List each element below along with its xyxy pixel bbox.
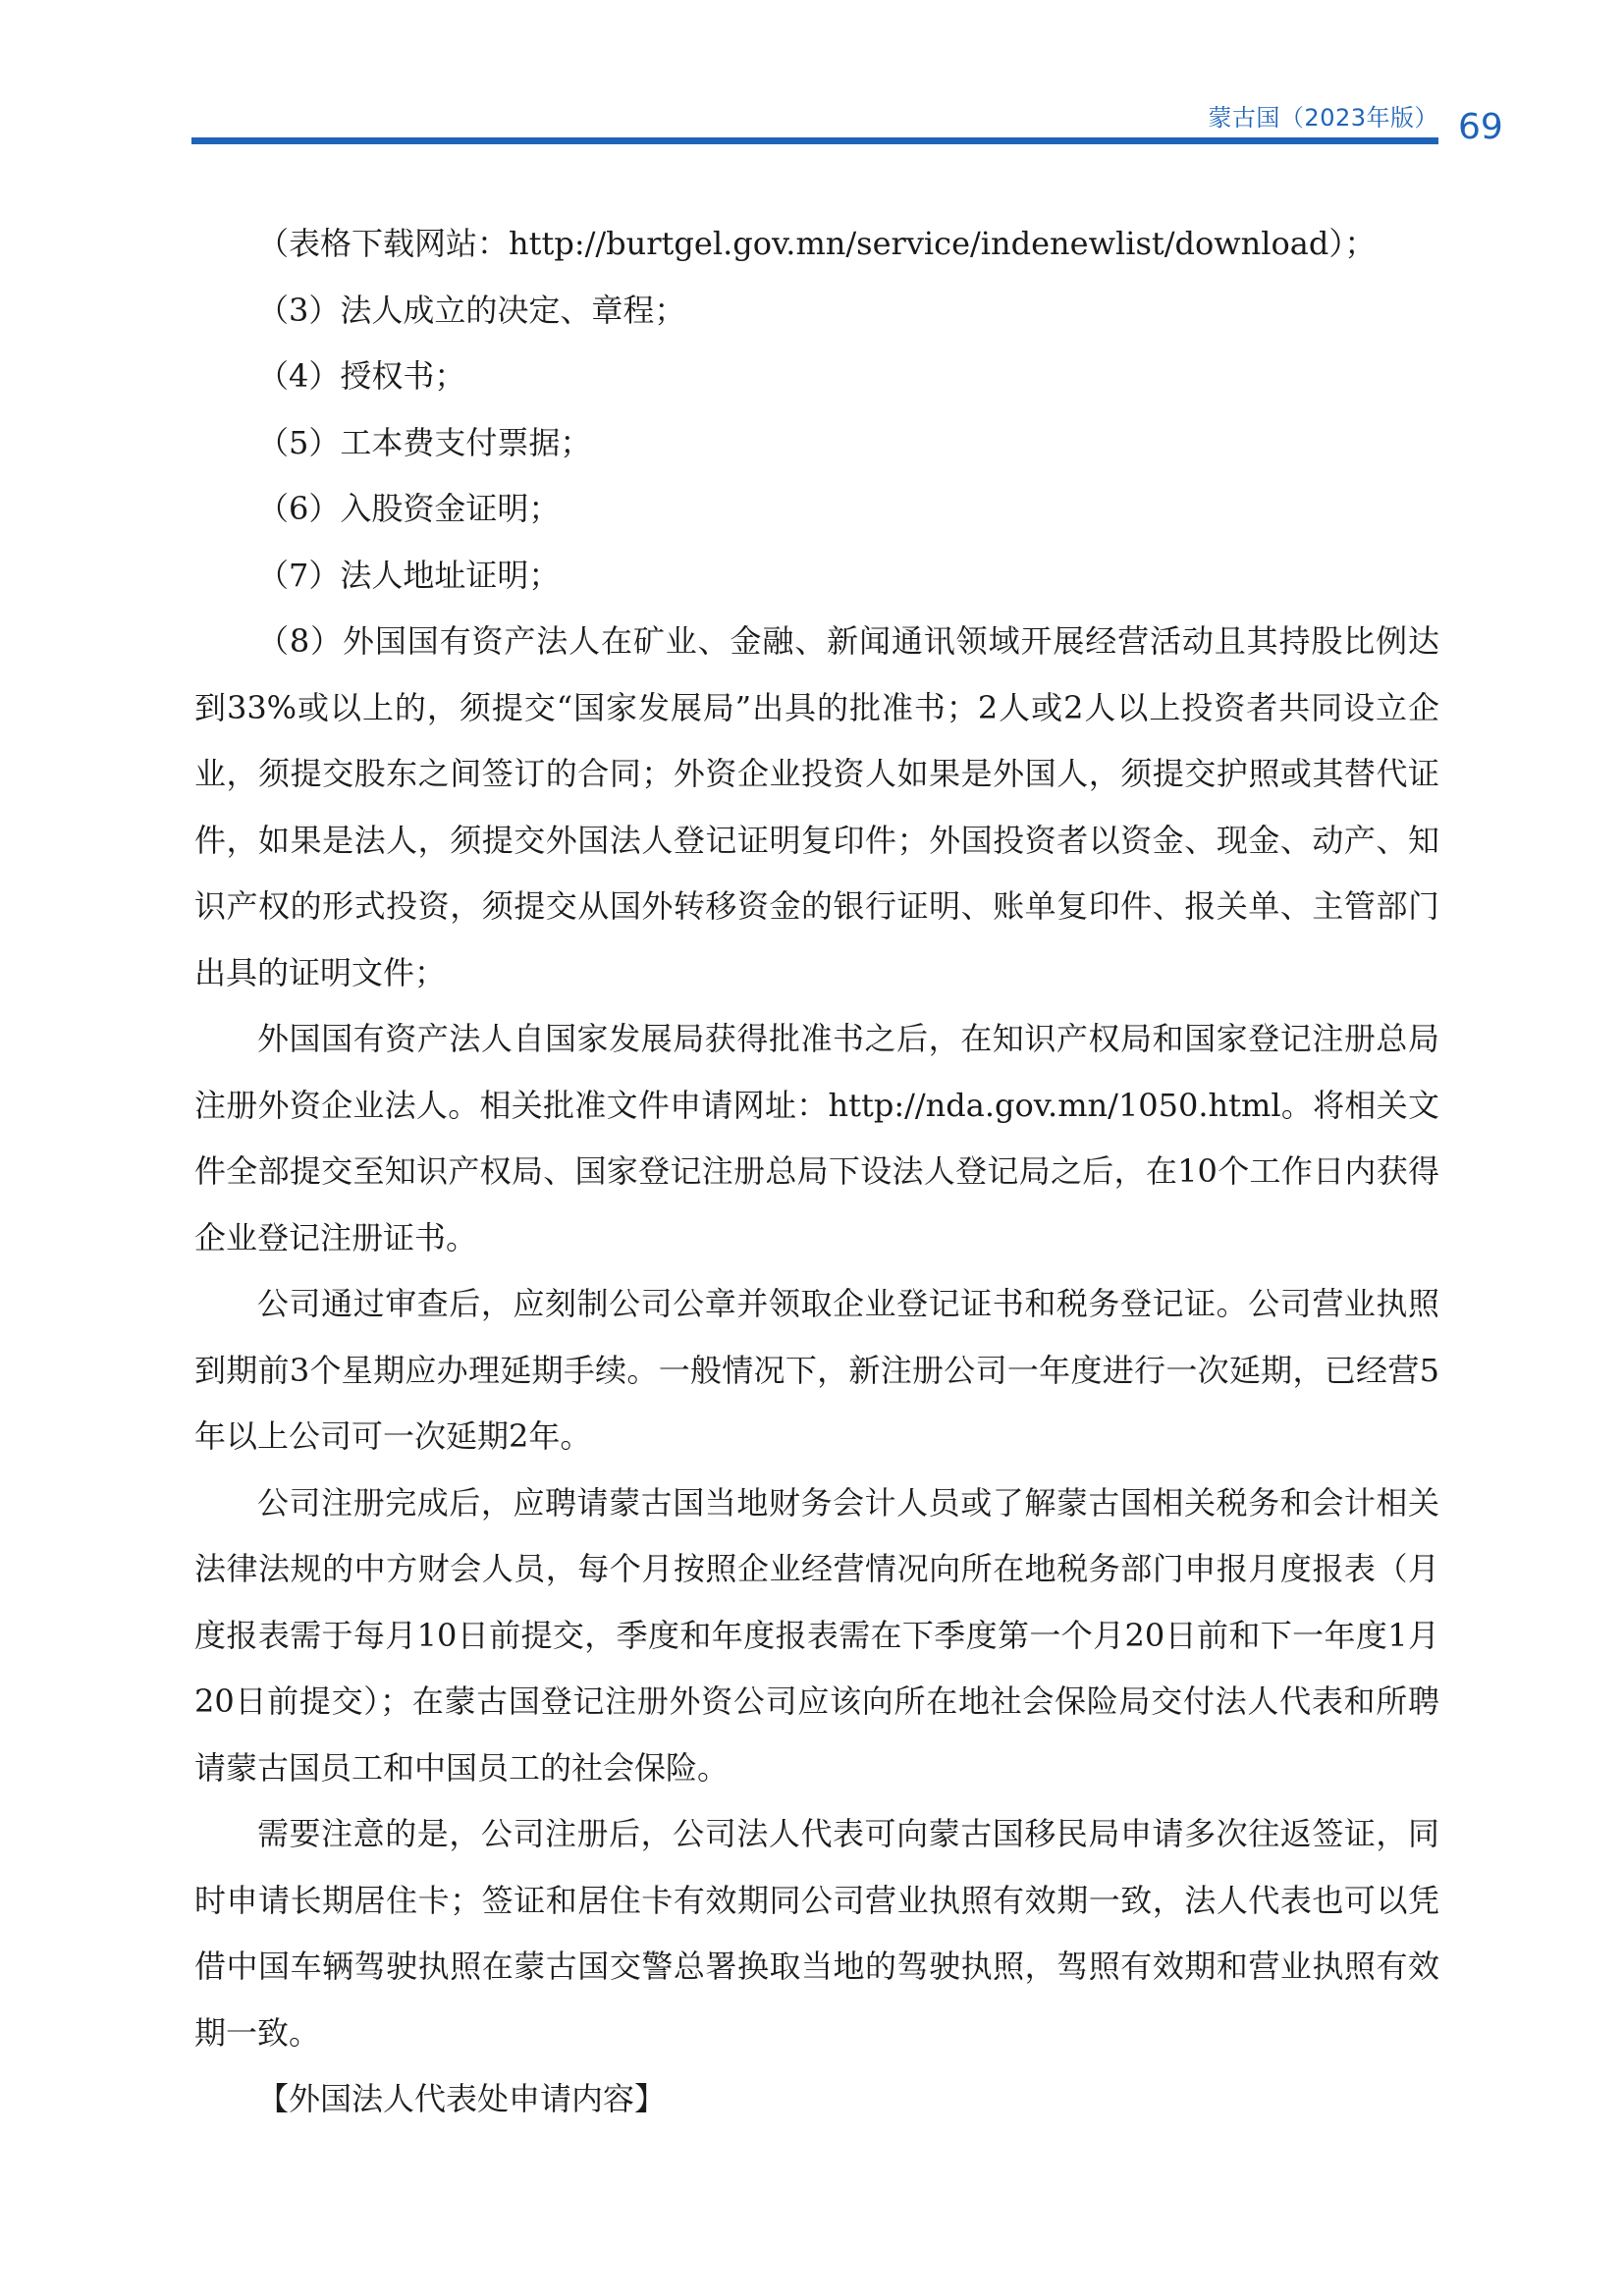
paragraph-accounting-reporting: 公司注册完成后，应聘请蒙古国当地财务会计人员或了解蒙古国相关税务和会计相关法律法规的中方财会人员，每个月按照企业经营情况向所在地税务部门申报月度报表（月度报表需于每月10日前提交，季度和年度报表需在下季度第一个月20日前和下一年度1月20日前提交）；在蒙古国登记注册外资公司应该向所在地社会保险局交付法人代表和所聘请蒙古国员工和中国员工的社会保险。	[194, 1483, 1439, 1787]
page-header	[191, 94, 1438, 145]
paragraph-item-8: （8）外国国有资产法人在矿业、金融、新闻通讯领域开展经营活动且其持股比例达到33%或以上的，须提交“国家发展局”出具的批准书；2人或2人以上投资者共同设立企业，须提交股东之间签订的合同；外资企业投资人如果是外国人，须提交护照或其替代证件，如果是法人，须提交外国法人登记证明复印件；外国投资者以资金、现金、动产、知识产权的形式投资，须提交从国外转移资金的银行证明、账单复印件、报关单、主管部门出具的证明文件；	[194, 622, 1439, 991]
paragraph-approval-registration: 外国国有资产法人自国家发展局获得批准书之后，在知识产权局和国家登记注册总局注册外资企业法人。相关批准文件申请网址：http://nda.gov.mn/1050.html。将相关文件全部提交至知识产权局、国家登记注册总局下设法人登记局之后，在10个工作日内获得企业登记注册证书。	[194, 1020, 1439, 1256]
body-text	[194, 211, 1439, 2133]
header-rule	[191, 137, 1438, 144]
paragraph-item-4: （4）授权书；	[257, 357, 466, 395]
running-header-title: 蒙古国（2023年版）	[1208, 104, 1438, 132]
paragraph-item-5: （5）工本费支付票据；	[257, 423, 592, 461]
paragraph-item-6: （6）入股资金证明；	[257, 490, 561, 527]
paragraph-item-3: （3）法人成立的决定、章程；	[257, 291, 686, 329]
paragraph-form-download: （表格下载网站：http://burtgel.gov.mn/service/indenewlist/download）；	[257, 225, 1377, 262]
paragraph-item-7: （7）法人地址证明；	[257, 556, 561, 594]
page-number: 69	[1458, 107, 1503, 147]
section-heading-representative-office: 【外国法人代表处申请内容】	[257, 2080, 667, 2117]
paragraph-visa-residence: 需要注意的是，公司注册后，公司法人代表可向蒙古国移民局申请多次往返签证，同时申请长期居住卡；签证和居住卡有效期同公司营业执照有效期一致，法人代表也可以凭借中国车辆驾驶执照在蒙古国交警总署换取当地的驾驶执照，驾照有效期和营业执照有效期一致。	[194, 1815, 1439, 2052]
paragraph-license-extension: 公司通过审查后，应刻制公司公章并领取企业登记证书和税务登记证。公司营业执照到期前3个星期应办理延期手续。一般情况下，新注册公司一年度进行一次延期，已经营5年以上公司可一次延期2年。	[194, 1285, 1439, 1455]
